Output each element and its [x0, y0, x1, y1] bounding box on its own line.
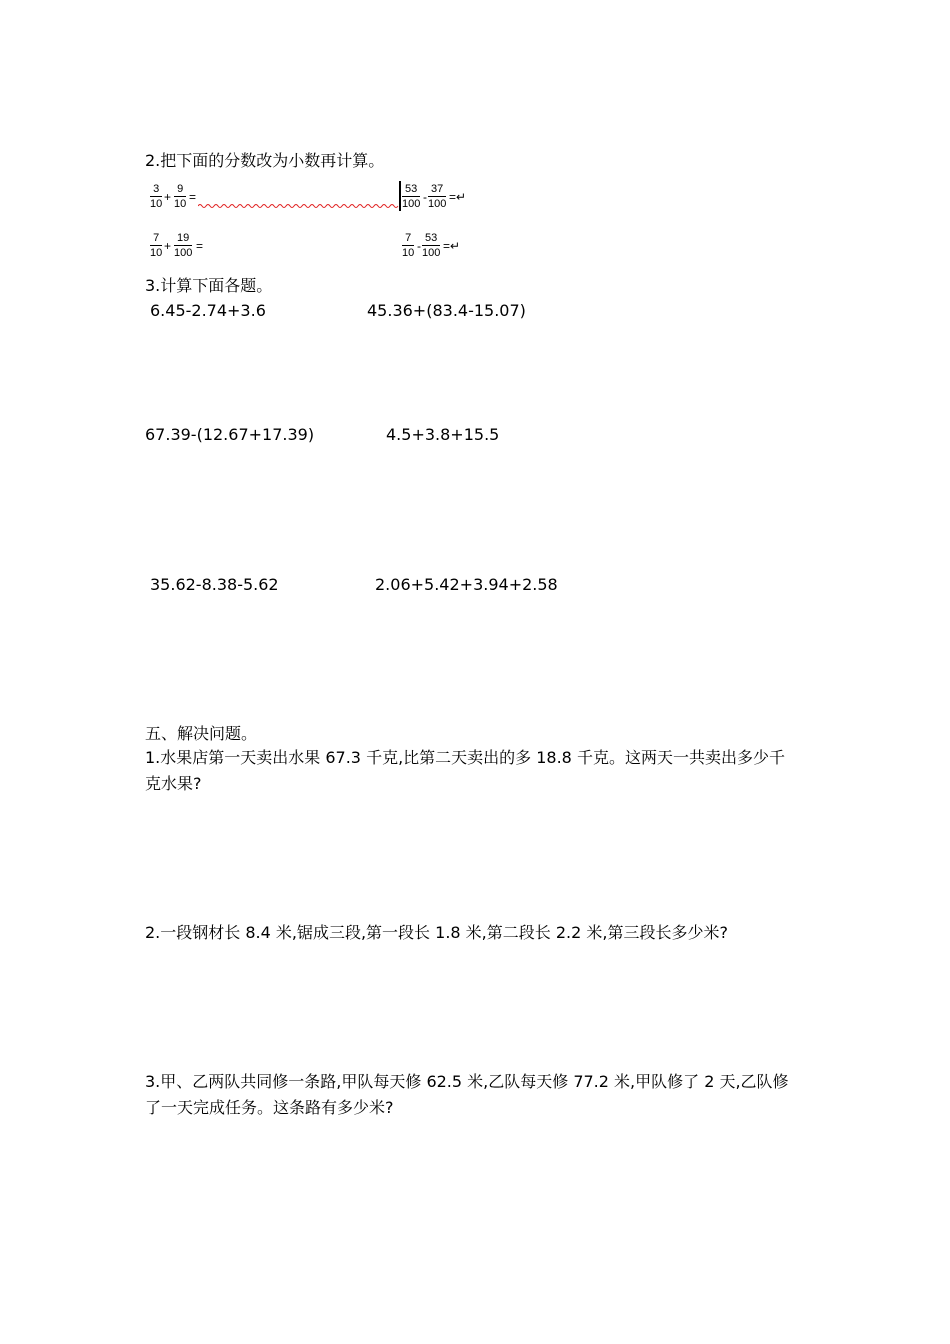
- numerator: 9: [177, 183, 184, 195]
- word-problem-1: 1.水果店第一天卖出水果 67.3 千克,比第二天卖出的多 18.8 千克。这两天一共卖出多少千: [145, 748, 785, 767]
- expression: 45.36+(83.4-15.07): [367, 301, 526, 320]
- equals-sign: =↵: [449, 190, 467, 204]
- numerator: 37: [431, 183, 444, 195]
- equals-sign: =↵: [443, 239, 461, 253]
- equals-sign: =: [196, 239, 204, 253]
- fraction: [174, 183, 186, 210]
- word-problem-1-cont: 克水果?: [145, 774, 202, 793]
- expression: 67.39-(12.67+17.39): [145, 425, 315, 444]
- denominator: 10: [150, 198, 163, 210]
- equals-sign: =: [189, 190, 197, 204]
- denominator: 10: [402, 247, 415, 259]
- fraction: [150, 232, 162, 259]
- numerator: 3: [153, 183, 160, 195]
- operator: -: [423, 190, 427, 204]
- expression: 35.62-8.38-5.62: [150, 575, 279, 594]
- numerator: 53: [425, 232, 438, 244]
- numerator: 19: [177, 232, 190, 244]
- fraction: [402, 183, 420, 210]
- word-problem-3: 3.甲、乙两队共同修一条路,甲队每天修 62.5 米,乙队每天修 77.2 米,甲队修了 2 天,乙队修: [145, 1072, 789, 1091]
- numerator: 53: [405, 183, 418, 195]
- fraction: [150, 183, 162, 210]
- section-3-heading: 3.计算下面各题。: [145, 276, 273, 295]
- numerator: 7: [405, 232, 412, 244]
- expression: 2.06+5.42+3.94+2.58: [375, 575, 558, 594]
- expression: 6.45-2.74+3.6: [150, 301, 266, 320]
- fraction: [422, 232, 440, 259]
- operator: -: [417, 239, 421, 253]
- fraction: [402, 232, 414, 259]
- denominator: 100: [174, 247, 193, 259]
- denominator: 100: [422, 247, 441, 259]
- denominator: 10: [150, 247, 163, 259]
- spellcheck-underline: [198, 203, 400, 209]
- fraction: [174, 232, 192, 259]
- text-cursor: [399, 181, 401, 211]
- word-problem-3-cont: 了一天完成任务。这条路有多少米?: [145, 1098, 394, 1117]
- operator: +: [164, 239, 172, 253]
- denominator: 10: [174, 198, 187, 210]
- operator: +: [164, 190, 172, 204]
- fraction: [428, 183, 446, 210]
- numerator: 7: [153, 232, 160, 244]
- denominator: 100: [402, 198, 421, 210]
- section-2-heading: 2.把下面的分数改为小数再计算。: [145, 151, 385, 170]
- expression: 4.5+3.8+15.5: [386, 425, 500, 444]
- part-5-heading: 五、解决问题。: [145, 724, 258, 743]
- word-problem-2: 2.一段钢材长 8.4 米,锯成三段,第一段长 1.8 米,第二段长 2.2 米,第三段长多少米?: [145, 923, 728, 942]
- denominator: 100: [428, 198, 447, 210]
